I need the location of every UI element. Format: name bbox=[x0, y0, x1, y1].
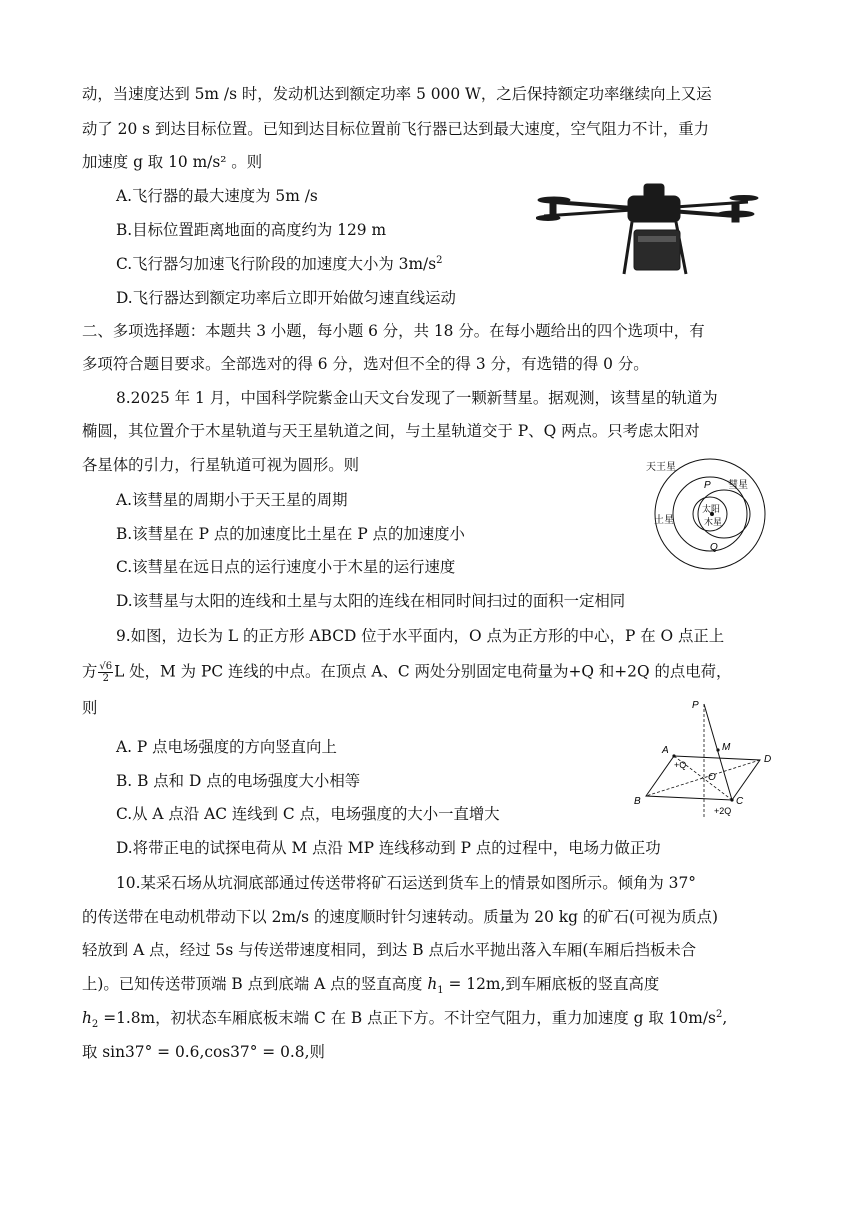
q9-line-1: 9.如图，边长为 L 的正方形 ABCD 位于水平面内，O 点为正方形的中心，P 在 O 点正上 bbox=[116, 627, 725, 645]
label-M: M bbox=[722, 742, 731, 753]
q8-line-1: 8.2025 年 1 月，中国科学院紫金山天文台发现了一颗新彗星。据观测，该彗星的轨道为 bbox=[116, 389, 718, 407]
q10-line-2: 的传送带在电动机带动下以 2m/s 的速度顺时针匀速转动。质量为 20 kg 的矿石(可视为质点) bbox=[82, 908, 718, 926]
q7-line-3: 加速度 g 取 10 m/s² 。则 bbox=[82, 153, 263, 171]
label-B: B bbox=[634, 796, 641, 807]
q10-line-6: 取 sin37° = 0.6,cos37° = 0.8,则 bbox=[82, 1043, 325, 1061]
q8-option-d: D.该彗星与太阳的连线和土星与太阳的连线在相同时间扫过的面积一定相同 bbox=[116, 592, 626, 610]
q7-option-c: C.飞行器匀加速飞行阶段的加速度大小为 $3m/s^2$ bbox=[116, 254, 443, 273]
label-plus-2q: +2Q bbox=[714, 806, 732, 816]
label-sun: 太阳 bbox=[702, 504, 721, 514]
q9-option-c: C.从 A 点沿 AC 连线到 C 点，电场强度的大小一直增大 bbox=[116, 805, 500, 823]
label-C: C bbox=[736, 796, 744, 807]
q8-line-3: 各星体的引力，行星轨道可视为圆形。则 bbox=[82, 456, 360, 474]
q9-line-3: 则 bbox=[82, 699, 98, 717]
q8-option-c: C.该彗星在远日点的运行速度小于木星的运行速度 bbox=[116, 558, 456, 576]
label-plus-q: +Q bbox=[674, 760, 687, 770]
drone-figure bbox=[536, 178, 760, 278]
q8-line-2: 椭圆，其位置介于木星轨道与天王星轨道之间，与土星轨道交于 P、Q 两点。只考虑太阳对 bbox=[82, 422, 700, 440]
point-A bbox=[672, 754, 675, 757]
label-D: D bbox=[764, 754, 772, 765]
comet-orbit bbox=[698, 490, 750, 538]
q8-option-a: A.该彗星的周期小于天王星的周期 bbox=[116, 491, 348, 509]
label-uranus: 天王星 bbox=[646, 462, 676, 473]
q7-line-1: 动，当速度达到 5m /s 时，发动机达到额定功率 5 000 W，之后保持额定功率继续向上又运 bbox=[82, 85, 712, 103]
section2-line-2: 多项符合题目要求。全部选对的得 6 分，选对但不全的得 3 分，有选错的得 0 分。 bbox=[82, 355, 649, 373]
q7-option-a: A.飞行器的最大速度为 5m /s bbox=[116, 187, 318, 205]
q10-line-3: 轻放到 A 点，经过 5s 与传送带速度相同，到达 B 点后水平抛出落入车厢(车厢后挡板未合 bbox=[82, 941, 697, 959]
label-P: P bbox=[692, 700, 699, 711]
q7-option-d: D.飞行器达到额定功率后立即开始做匀速直线运动 bbox=[116, 289, 456, 307]
q10-line-1: 10.某采石场从坑洞底部通过传送带将矿石运送到货车上的情景如图所示。倾角为 37° bbox=[116, 874, 696, 892]
q8-option-b: B.该彗星在 P 点的加速度比土星在 P 点的加速度小 bbox=[116, 525, 465, 543]
q10-line-4: 上)。已知传送带顶端 B 点到底端 A 点的竖直高度 $h_1 = 12m$,到车厢底板的竖直高度 bbox=[82, 975, 660, 997]
label-saturn: 土星 bbox=[654, 515, 674, 526]
point-C bbox=[730, 798, 733, 801]
q9-line-2: 方 $\frac{√6}{2}$ L 处，M 为 PC 连线的中点。在顶点 A、C 两处分别固定电荷量为+Q 和+2Q 的点电荷， bbox=[82, 661, 732, 684]
section2-line-1: 二、多项选择题：本题共 3 小题，每小题 6 分，共 18 分。在每小题给出的四个选项中，有 bbox=[82, 322, 705, 340]
label-O: O bbox=[708, 772, 716, 783]
q9-option-d: D.将带正电的试探电荷从 M 点沿 MP 连线移动到 P 点的过程中，电场力做正功 bbox=[116, 839, 661, 857]
label-Q: Q bbox=[710, 542, 718, 553]
point-M bbox=[716, 748, 719, 751]
q9-option-a: A. P 点电场强度的方向竖直向上 bbox=[116, 738, 337, 756]
q9-option-b: B. B 点和 D 点的电场强度大小相等 bbox=[116, 772, 361, 790]
fraction-sqrt6-over-2: $\frac{√6}{2}$ bbox=[99, 661, 113, 684]
orbit-diagram bbox=[640, 456, 780, 572]
label-jupiter: 木星 bbox=[704, 517, 723, 527]
label-A: A bbox=[662, 745, 669, 756]
square-charge-diagram bbox=[626, 696, 782, 820]
q10-line-5: $h_2 =1.8m$，初状态车厢底板末端 C 在 B 点正下方。不计空气阻力，重力加速度 g 取 $10m/s^2$, bbox=[82, 1008, 728, 1031]
label-comet: 彗星 bbox=[728, 480, 748, 491]
q7-option-b: B.目标位置距离地面的高度约为 129 m bbox=[116, 221, 387, 239]
label-P: P bbox=[704, 480, 711, 491]
q7-line-2: 动了 20 s 到达目标位置。已知到达目标位置前飞行器已达到最大速度，空气阻力不计，重力 bbox=[82, 120, 710, 138]
